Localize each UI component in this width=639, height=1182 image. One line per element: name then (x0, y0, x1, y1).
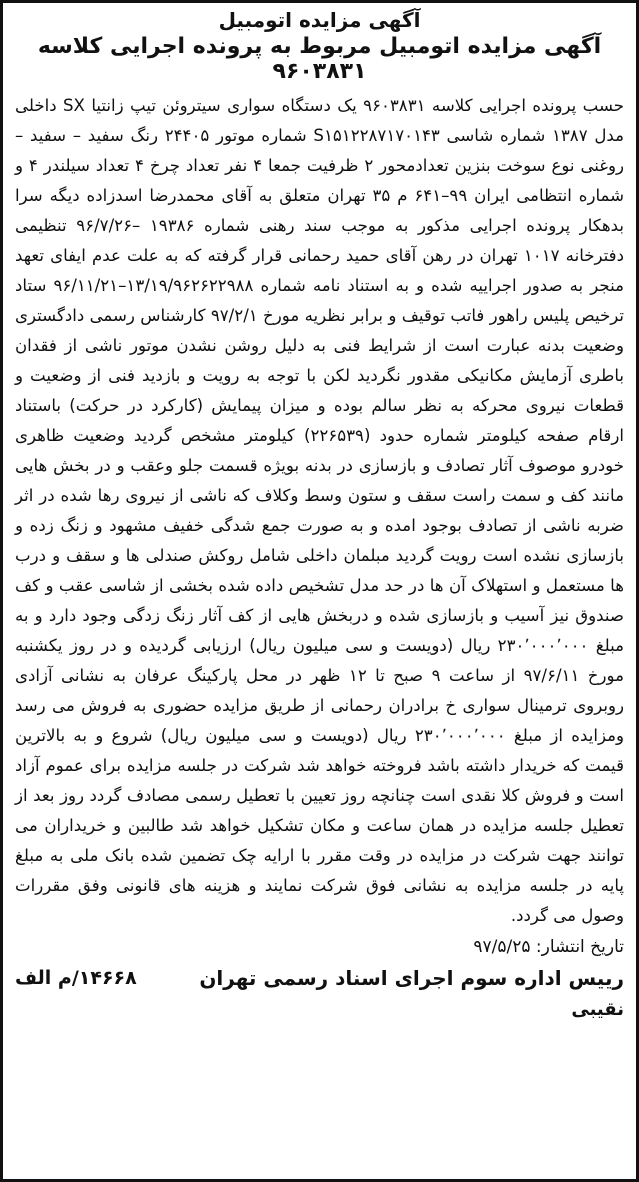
signatory-name: نقیبی (571, 998, 624, 1020)
publish-date: تاریخ انتشار: ۹۷/۵/۲۵ (473, 936, 624, 957)
signatory-title: رییس اداره سوم اجرای اسناد رسمی تهران (199, 965, 624, 990)
signature-block (199, 965, 624, 1023)
notice-body: حسب پرونده اجرایی کلاسه ۹۶۰۳۸۳۱ یک دستگاه سواری سیتروئن تیپ زانتیا SX داخلی مدل ۱۳۸۷ شماره شاسی S۱۵۱۲۲۸۷۱۷۰۱۴۳ شماره موتور ۲۴۴۰۵ رنگ سفید – سفید – روغنی نوع سوخت بنزین تعدادمحور ۲ ظرفیت جمعا ۴ نفر تعداد چرخ ۴ تعداد سیلندر ۴ و شماره انتظامی ایران ۹۹–۶۴۱ م ۳۵ تهران متعلق به آقای محمدرضا اسدزاده دیگه سرا بدهکار پرونده اجرایی مذکور به موجب سند رهنی شماره ۱۹۳۸۶ –۹۶/۷/۲۶ تنظیمی دفترخانه ۱۰۱۷ تهران در رهن آقای حمید رحمانی قرار گرفته که به علت عدم ایفای تعهد منجر به صدور اجراییه شده و به استناد نامه شماره ۱۳/۱۹/۹۶۲۶۲۲۹۸۸–۹۶/۱۱/۲۱ ستاد ترخیص پلیس راهور فاتب توقیف و برابر نظریه مورخ ۹۷/۲/۱ کارشناس رسمی دادگستری وضعیت بدنه عبارت است از شرایط فنی به دلیل روشن نشدن موتور ناشی از فقدان باطری آزمایش مکانیکی مقدور نگردید لکن با توجه به رویت و بازدید فنی از وضعیت و قطعات نیروی محرکه به نظر سالم بوده و میزان پیمایش (کارکرد در حرکت) باستناد ارقام صفحه کیلومتر شماره حدود (۲۲۶۵۳۹) کیلومتر مشخص گردید وضعیت ظاهری خودرو موصوف آثار تصادف و بازسازی در بدنه بویژه قسمت جلو وعقب و در بخش هایی مانند کف و سمت راست سقف و ستون وسط وکلاف که ناشی از نیروی رها شده در اثر ضربه ناشی از تصادف بوجود امده و به صورت جمع شدگی خفیف مشهود و زنگ زده و بازسازی نشده است رویت گردید مبلمان داخلی شامل روکش صندلی ها و سقف و درب ها مستعمل و استهلاک آن ها در حد مدل تشخیص داده شده بخشی از شاسی عقب و کف صندوق نیز آسیب و بازسازی شده و دربخش هایی از کف آثار زنگ زدگی وجود دارد و به مبلغ ۲۳۰٬۰۰۰٬۰۰۰ ریال (دویست و سی میلیون ریال) ارزیابی گردیده و در روز یکشنبه مورخ ۹۷/۶/۱۱ از ساعت ۹ صبح تا ۱۲ ظهر در محل پارکینگ عرفان به نشانی آزادی روبروی ترمینال سواری خ برادران رحمانی از طریق مزایده حضوری به فروش می رسد ومزایده از مبلغ ۲۳۰٬۰۰۰٬۰۰۰ ریال (دویست و سی میلیون ریال) شروع و به بالاترین قیمت که خریدار داشته باشد فروخته خواهد شد شرکت در جلسه مزایده برای عموم آزاد است و فروش کلا نقدی است چنانچه روز تعیین با تعطیل رسمی مصادف گردد روز بعد از تعطیل جلسه مزایده در همان ساعت و مکان تشکیل خواهد شد طالبین و خریداران می توانند جهت شرکت در مزایده در وقت مقرر با ارایه چک تضمین شده بانک ملی به مبلغ پایه در جلسه مزایده به نشانی فوق شرکت نمایند و هزینه های قانونی وفق مقررات وصول می گردد. (15, 95, 625, 925)
notice-footer (15, 965, 624, 1023)
reference-code: ۱۴۶۶۸/م الف (15, 966, 137, 989)
notice-title: آگهی مزایده اتومبیل (218, 8, 421, 32)
case-number: ۹۶۰۳۸۳۱ (272, 59, 367, 85)
notice-subtitle: آگهی مزایده اتومبیل مربوط به پرونده اجرایی کلاسه (37, 34, 602, 59)
notice-header (15, 9, 624, 85)
